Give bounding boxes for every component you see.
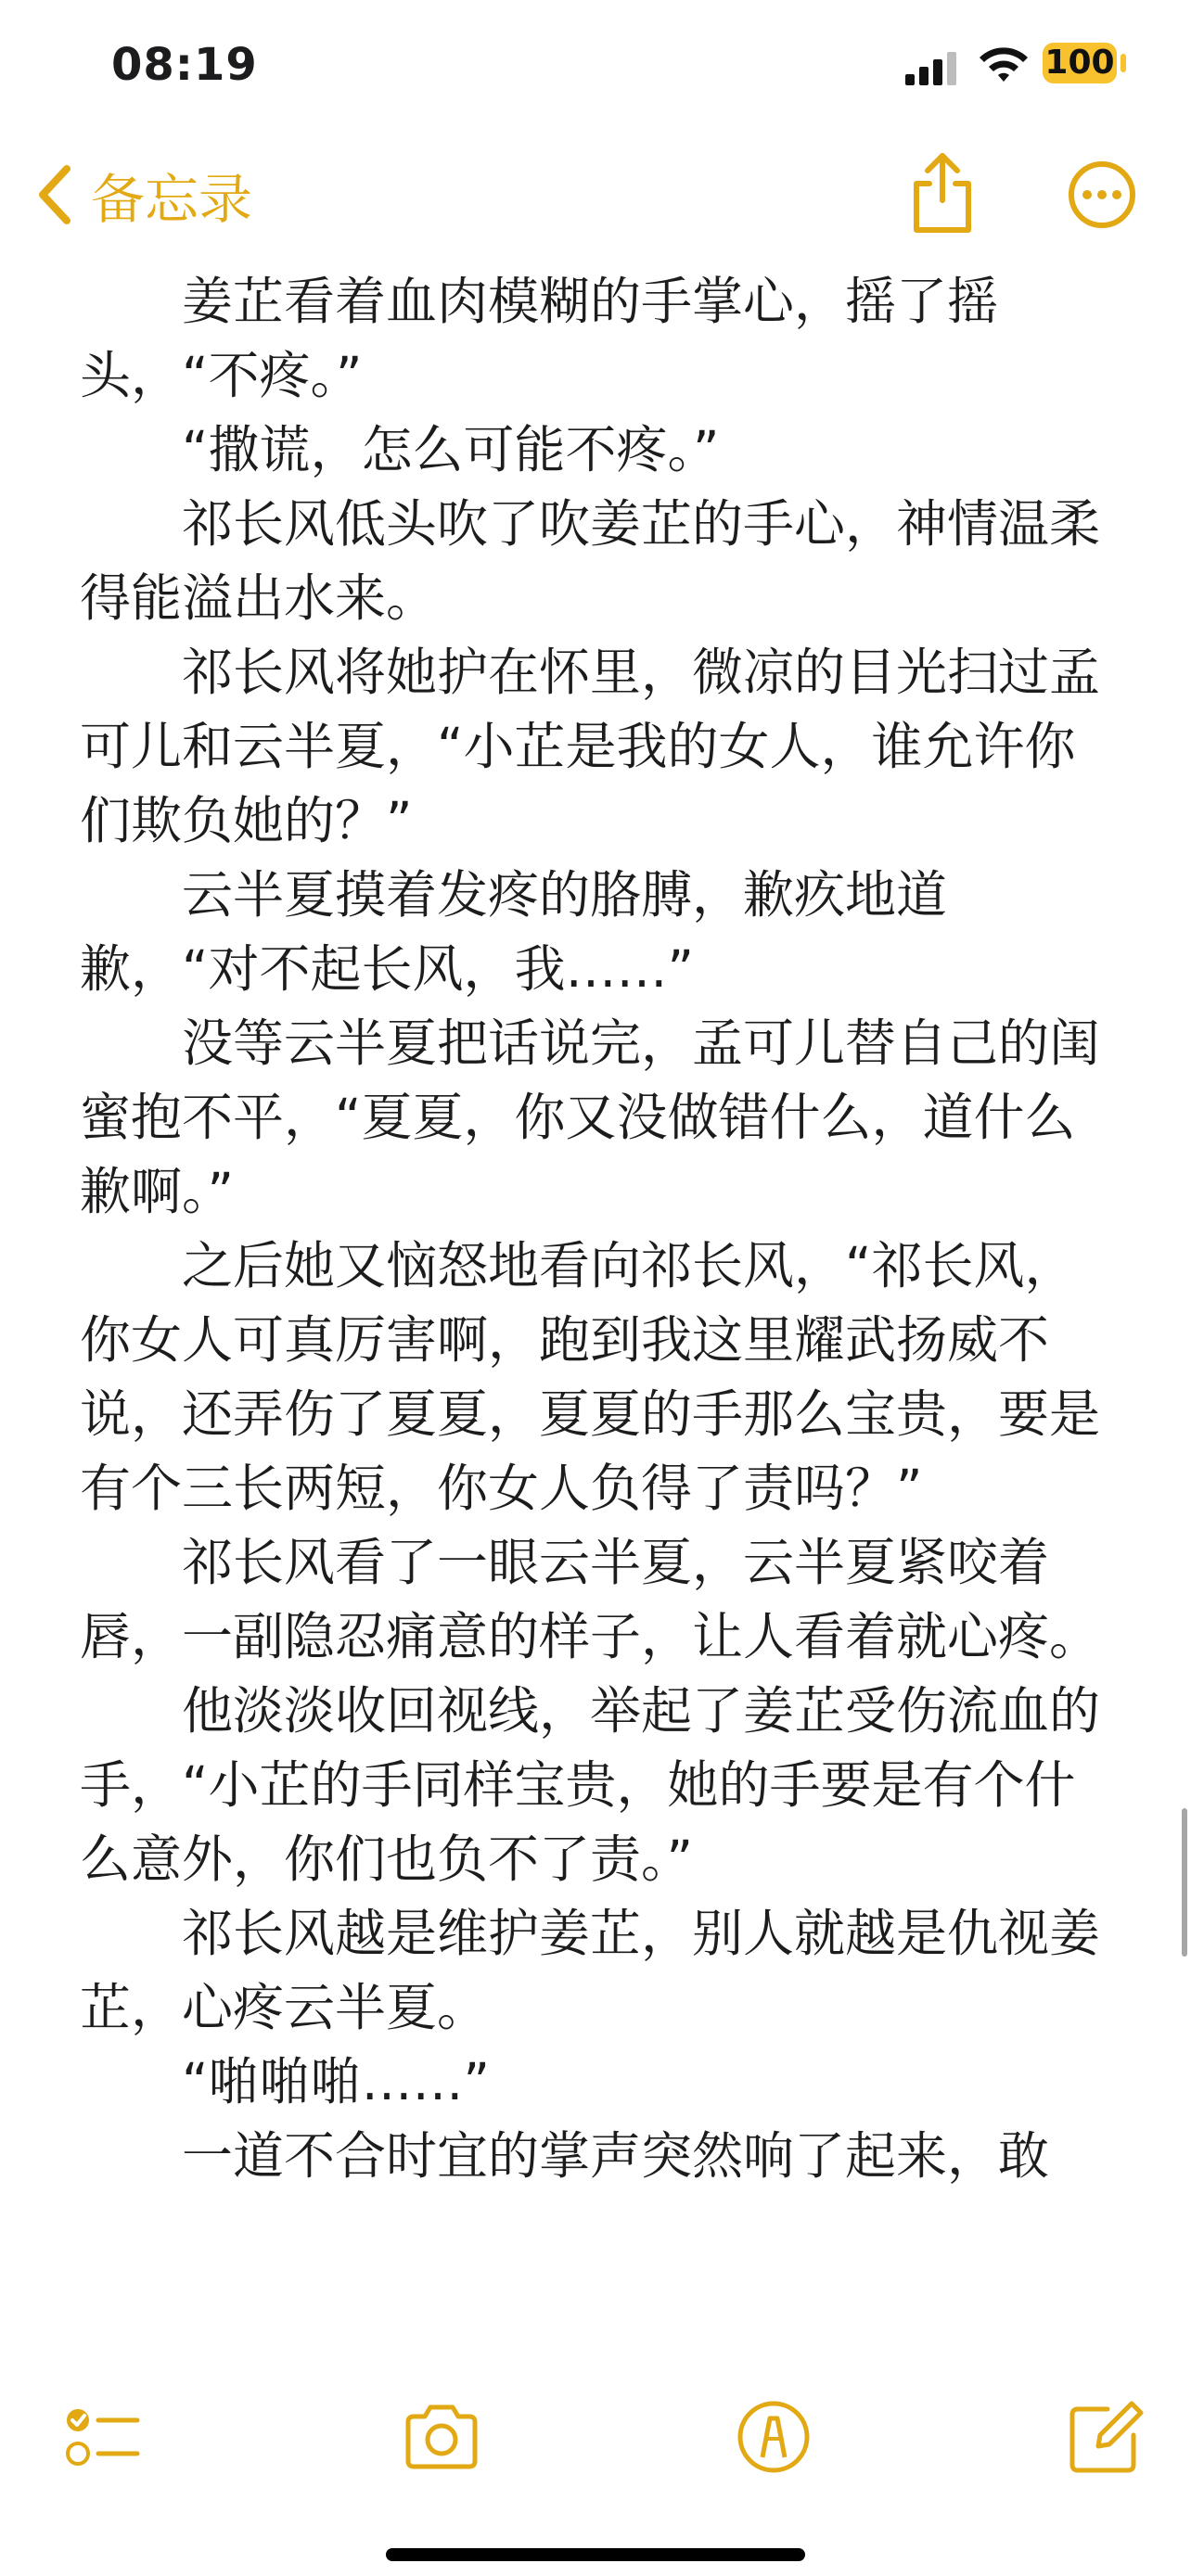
note-paragraph: 姜芷看着血肉模糊的手掌心，摇了摇头，“不疼。”: [80, 272, 999, 405]
camera-icon[interactable]: [401, 2396, 482, 2478]
note-paragraph: 祁长风越是维护姜芷，别人就越是仇视姜芷，心疼云半夏。: [80, 1904, 1101, 2037]
note-paragraph: 祁长风看了一眼云半夏，云半夏紧咬着唇，一副隐忍痛意的样子，让人看着就心疼。: [80, 1533, 1101, 1666]
status-bar: [0, 0, 1191, 130]
note-paragraph: “撒谎，怎么可能不疼。”: [182, 420, 720, 479]
more-icon[interactable]: [1067, 159, 1137, 230]
bottom-toolbar: [0, 2374, 1191, 2494]
chevron-left-icon: [33, 161, 78, 228]
battery-indicator: 100: [1043, 43, 1117, 83]
status-time: 08:19: [111, 39, 258, 91]
compose-icon[interactable]: [1065, 2396, 1146, 2478]
navigation-bar: [0, 139, 1191, 250]
home-indicator[interactable]: [386, 2548, 805, 2561]
back-button-label: 备忘录: [91, 168, 253, 231]
note-paragraph: 没等云半夏把话说完，孟可儿替自己的闺蜜抱不平，“夏夏，你又没做错什么，道什么歉啊。”: [80, 1014, 1101, 1221]
cellular-signal-icon: [905, 52, 957, 85]
note-paragraph: 云半夏摸着发疼的胳膊，歉疚地道歉，“对不起长风，我……”: [80, 865, 948, 999]
markup-pen-icon[interactable]: [733, 2396, 814, 2478]
note-paragraph: 他淡淡收回视线，举起了姜芷受伤流血的手，“小芷的手同样宝贵，她的手要是有个什么意外，你们也负不了责。”: [80, 1681, 1101, 1889]
note-paragraph: 祁长风将她护在怀里，微凉的目光扫过孟可儿和云半夏，“小芷是我的女人，谁允许你们欺负她的？”: [80, 643, 1101, 850]
back-button[interactable]: [33, 156, 252, 234]
note-paragraph: 一道不合时宜的掌声突然响了起来，敢: [182, 2126, 1050, 2186]
note-paragraph: 之后她又恼怒地看向祁长风，“祁长风，你女人可真厉害啊，跑到我这里耀武扬威不说，还弄伤了夏夏，夏夏的手那么宝贵，要是有个三长两短，你女人负得了责吗？”: [80, 1236, 1101, 1518]
note-paragraph: 祁长风低头吹了吹姜芷的手心，神情温柔得能溢出水来。: [80, 494, 1101, 628]
checklist-icon[interactable]: [59, 2396, 141, 2478]
scroll-indicator[interactable]: [1182, 1808, 1187, 1957]
battery-tip: [1121, 54, 1126, 72]
note-body[interactable]: [80, 264, 1109, 2193]
note-paragraph: “啪啪啪……”: [182, 2052, 490, 2111]
share-icon[interactable]: [907, 150, 978, 236]
wifi-icon: [978, 45, 1030, 85]
